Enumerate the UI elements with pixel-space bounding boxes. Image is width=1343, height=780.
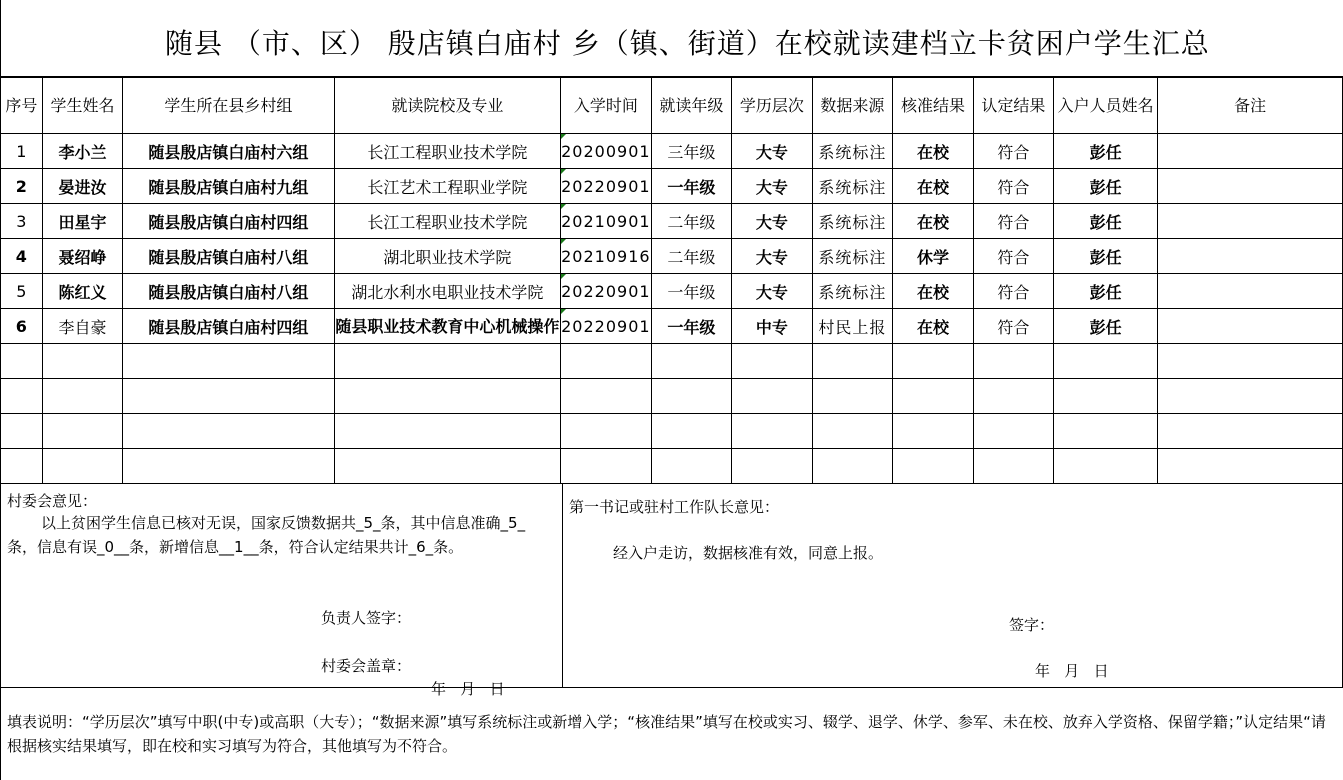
village-group[interactable]: 随县殷店镇白庙村六组 — [123, 134, 334, 169]
remark[interactable] — [1158, 309, 1343, 344]
grade[interactable]: 一年级 — [651, 274, 732, 309]
column-header[interactable]: 核准结果 — [893, 78, 973, 134]
data-source[interactable]: 村民上报 — [812, 309, 893, 344]
edu-level[interactable]: 大专 — [732, 169, 812, 204]
empty-cell[interactable] — [123, 344, 334, 379]
remark[interactable] — [1158, 134, 1343, 169]
empty-cell[interactable] — [973, 344, 1053, 379]
column-header[interactable]: 就读院校及专业 — [334, 78, 561, 134]
enroll-date[interactable]: 20210901 — [561, 204, 651, 239]
header-row — [1, 78, 1343, 134]
verify-result[interactable]: 在校 — [893, 309, 973, 344]
empty-cell[interactable] — [334, 449, 561, 484]
empty-cell[interactable] — [1, 414, 43, 449]
school-major[interactable]: 长江艺术工程职业学院 — [334, 169, 561, 204]
village-group[interactable]: 随县殷店镇白庙村四组 — [123, 204, 334, 239]
empty-cell[interactable] — [1158, 449, 1343, 484]
row-number[interactable]: 1 — [1, 134, 43, 169]
column-header[interactable]: 学生所在县乡村组 — [123, 78, 334, 134]
remark[interactable] — [1158, 204, 1343, 239]
grade[interactable]: 三年级 — [651, 134, 732, 169]
verify-result[interactable]: 在校 — [893, 274, 973, 309]
empty-cell[interactable] — [651, 379, 732, 414]
empty-cell[interactable] — [334, 379, 561, 414]
village-group[interactable]: 随县殷店镇白庙村八组 — [123, 239, 334, 274]
table-row — [1, 169, 1343, 204]
empty-row — [1, 414, 1343, 449]
column-header[interactable]: 入学时间 — [561, 78, 651, 134]
empty-cell[interactable] — [123, 379, 334, 414]
empty-cell[interactable] — [732, 344, 812, 379]
enroll-date[interactable]: 20200901 — [561, 134, 651, 169]
column-header[interactable]: 入户人员姓名 — [1054, 78, 1158, 134]
verify-result[interactable]: 在校 — [893, 134, 973, 169]
empty-cell[interactable] — [973, 379, 1053, 414]
edu-level[interactable]: 大专 — [732, 134, 812, 169]
title-cell[interactable] — [0, 0, 1343, 77]
data-source[interactable]: 系统标注 — [812, 134, 893, 169]
data-source[interactable]: 系统标注 — [812, 239, 893, 274]
empty-cell[interactable] — [1, 344, 43, 379]
empty-row — [1, 344, 1343, 379]
empty-cell[interactable] — [42, 414, 123, 449]
empty-cell[interactable] — [1158, 379, 1343, 414]
row-number[interactable]: 2 — [1, 169, 43, 204]
empty-cell[interactable] — [561, 344, 651, 379]
empty-cell[interactable] — [1, 449, 43, 484]
empty-cell[interactable] — [1054, 379, 1158, 414]
school-major[interactable]: 湖北职业技术学院 — [334, 239, 561, 274]
empty-cell[interactable] — [1158, 344, 1343, 379]
student-name[interactable]: 聂绍峥 — [42, 239, 123, 274]
column-header[interactable]: 认定结果 — [973, 78, 1053, 134]
empty-cell[interactable] — [561, 449, 651, 484]
village-date: 年 月 日 — [431, 680, 505, 698]
village-group[interactable]: 随县殷店镇白庙村八组 — [123, 274, 334, 309]
visitor-name[interactable]: 彭任 — [1054, 169, 1158, 204]
table-row — [1, 134, 1343, 169]
data-source[interactable]: 系统标注 — [812, 169, 893, 204]
empty-cell[interactable] — [1054, 414, 1158, 449]
identify-result[interactable]: 符合 — [973, 274, 1053, 309]
school-major[interactable]: 长江工程职业技术学院 — [334, 134, 561, 169]
visitor-name[interactable]: 彭任 — [1054, 204, 1158, 239]
edu-level[interactable]: 大专 — [732, 274, 812, 309]
column-header[interactable]: 备注 — [1158, 78, 1343, 134]
empty-cell[interactable] — [1054, 449, 1158, 484]
column-header[interactable]: 数据来源 — [812, 78, 893, 134]
village-opinion-body: 以上贫困学生信息已核对无误，国家反馈数据共_5_条，其中信息准确_5_条，信息有误_0__条，新增信息__1__条，符合认定结果共计_6_条。 — [7, 514, 526, 556]
empty-cell[interactable] — [732, 379, 812, 414]
visitor-name[interactable]: 彭任 — [1054, 134, 1158, 169]
identify-result[interactable]: 符合 — [973, 239, 1053, 274]
verify-result[interactable]: 在校 — [893, 169, 973, 204]
fill-instructions[interactable]: 填表说明：“学历层次”填写中职(中专)或高职（大专）；“数据来源”填写系统标注或新增入学；“核准结果”填写在校或实习、辍学、退学、休学、参军、未在校、放弃入学资格、保留学籍；”认定结果“请根据核实结果填写，即在校和实习填写为符合，其他填写为不符合。 — [0, 688, 1343, 780]
empty-row — [1, 449, 1343, 484]
enroll-date[interactable]: 20220901 — [561, 274, 651, 309]
remark[interactable] — [1158, 169, 1343, 204]
empty-cell[interactable] — [42, 449, 123, 484]
empty-cell[interactable] — [123, 449, 334, 484]
secretary-opinion-body: 经入户走访，数据核准有效，同意上报。 — [613, 544, 884, 562]
student-name[interactable]: 李自豪 — [42, 309, 123, 344]
empty-cell[interactable] — [812, 449, 893, 484]
village-group[interactable]: 随县殷店镇白庙村九组 — [123, 169, 334, 204]
edu-level[interactable]: 中专 — [732, 309, 812, 344]
empty-cell[interactable] — [1, 379, 43, 414]
empty-cell[interactable] — [893, 344, 973, 379]
empty-cell[interactable] — [123, 414, 334, 449]
empty-cell[interactable] — [1054, 344, 1158, 379]
row-number[interactable]: 3 — [1, 204, 43, 239]
empty-cell[interactable] — [812, 414, 893, 449]
village-opinion-cell[interactable] — [0, 484, 563, 698]
student-name[interactable]: 李小兰 — [42, 134, 123, 169]
empty-cell[interactable] — [812, 379, 893, 414]
enroll-date[interactable]: 20220901 — [561, 169, 651, 204]
empty-cell[interactable] — [893, 414, 973, 449]
student-name[interactable]: 陈红义 — [42, 274, 123, 309]
empty-cell[interactable] — [651, 449, 732, 484]
school-major[interactable]: 长江工程职业技术学院 — [334, 204, 561, 239]
empty-cell[interactable] — [812, 344, 893, 379]
edu-level[interactable]: 大专 — [732, 239, 812, 274]
empty-cell[interactable] — [334, 344, 561, 379]
empty-cell[interactable] — [42, 344, 123, 379]
empty-cell[interactable] — [42, 379, 123, 414]
remark[interactable] — [1158, 274, 1343, 309]
secretary-signer-label: 签字： — [1009, 616, 1055, 634]
empty-cell[interactable] — [561, 414, 651, 449]
verify-result[interactable]: 休学 — [893, 239, 973, 274]
enroll-date[interactable]: 20220901 — [561, 309, 651, 344]
signer-label: 负责人签字： — [321, 609, 412, 627]
school-major[interactable]: 随县职业技术教育中心机械操作 — [334, 309, 561, 344]
empty-cell[interactable] — [651, 414, 732, 449]
empty-cell[interactable] — [732, 414, 812, 449]
empty-cell[interactable] — [561, 379, 651, 414]
row-number[interactable]: 6 — [1, 309, 43, 344]
remark[interactable] — [1158, 239, 1343, 274]
secretary-date: 年 月 日 — [1035, 662, 1109, 680]
student-name[interactable]: 晏进汝 — [42, 169, 123, 204]
identify-result[interactable]: 符合 — [973, 169, 1053, 204]
edu-level[interactable]: 大专 — [732, 204, 812, 239]
table-row — [1, 239, 1343, 274]
empty-cell[interactable] — [334, 414, 561, 449]
column-header[interactable]: 学生姓名 — [42, 78, 123, 134]
table-row — [1, 204, 1343, 239]
secretary-opinion-cell[interactable] — [562, 484, 1343, 688]
empty-cell[interactable] — [1158, 414, 1343, 449]
identify-result[interactable]: 符合 — [973, 134, 1053, 169]
visitor-name[interactable]: 彭任 — [1054, 239, 1158, 274]
column-header[interactable]: 序号 — [1, 78, 43, 134]
grade[interactable]: 一年级 — [651, 169, 732, 204]
row-number[interactable]: 5 — [1, 274, 43, 309]
grade[interactable]: 二年级 — [651, 204, 732, 239]
empty-row — [1, 379, 1343, 414]
visitor-name[interactable]: 彭任 — [1054, 309, 1158, 344]
row-number[interactable]: 4 — [1, 239, 43, 274]
verify-result[interactable]: 在校 — [893, 204, 973, 239]
school-major[interactable]: 湖北水利水电职业技术学院 — [334, 274, 561, 309]
empty-cell[interactable] — [732, 449, 812, 484]
column-header[interactable]: 学历层次 — [732, 78, 812, 134]
empty-cell[interactable] — [893, 449, 973, 484]
empty-cell[interactable] — [973, 449, 1053, 484]
empty-cell[interactable] — [893, 379, 973, 414]
village-group[interactable]: 随县殷店镇白庙村四组 — [123, 309, 334, 344]
village-opinion-label: 村委会意见： — [7, 492, 98, 510]
student-table — [0, 77, 1343, 484]
data-source[interactable]: 系统标注 — [812, 274, 893, 309]
empty-cell[interactable] — [651, 344, 732, 379]
grade[interactable]: 一年级 — [651, 309, 732, 344]
grade[interactable]: 二年级 — [651, 239, 732, 274]
identify-result[interactable]: 符合 — [973, 204, 1053, 239]
empty-cell[interactable] — [973, 414, 1053, 449]
page-title: 随县 （市、区） 殷店镇白庙村 乡（镇、街道）在校就读建档立卡贫困户学生汇总 — [165, 27, 1210, 60]
visitor-name[interactable]: 彭任 — [1054, 274, 1158, 309]
table-row — [1, 274, 1343, 309]
data-source[interactable]: 系统标注 — [812, 204, 893, 239]
enroll-date[interactable]: 20210916 — [561, 239, 651, 274]
column-header[interactable]: 就读年级 — [651, 78, 732, 134]
student-name[interactable]: 田星宇 — [42, 204, 123, 239]
seal-label: 村委会盖章： — [321, 657, 412, 675]
secretary-opinion-label: 第一书记或驻村工作队长意见： — [569, 498, 780, 516]
identify-result[interactable]: 符合 — [973, 309, 1053, 344]
table-row — [1, 309, 1343, 344]
